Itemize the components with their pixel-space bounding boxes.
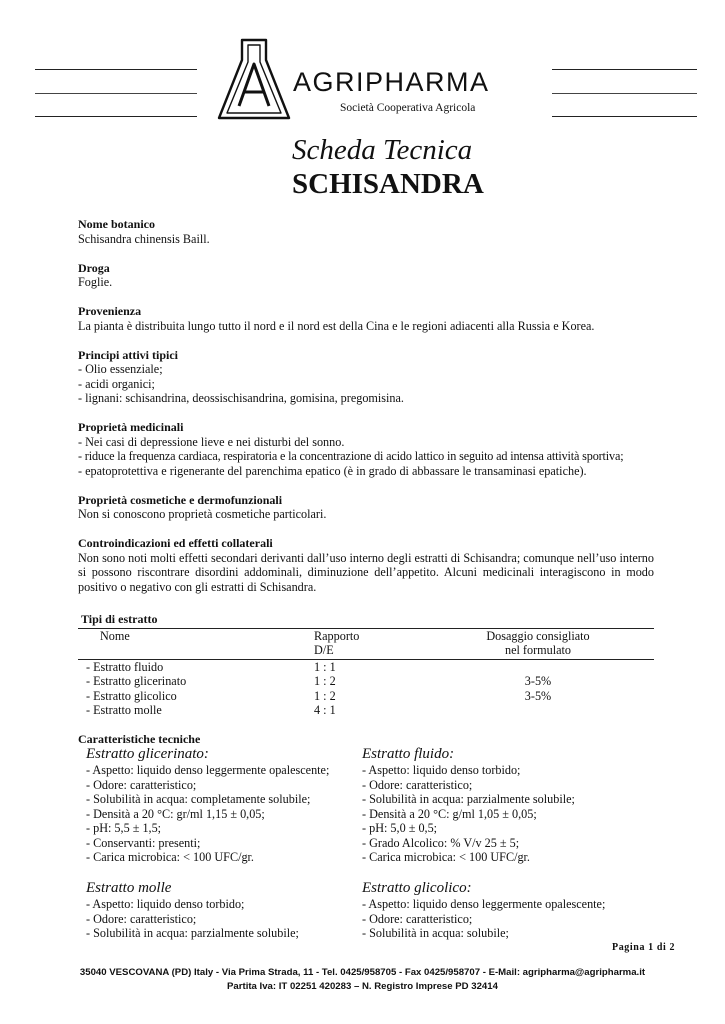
tech-line: - Carica microbica: < 100 UFC/gr. [86,850,254,864]
row-dose: 3-5% [524,674,552,688]
tech-line: - Solubilità in acqua: completamente solubile; [86,792,311,806]
section-line: Schisandra chinensis Baill. [78,231,210,246]
document-title: Scheda Tecnica [292,134,473,166]
tech-line: - Densità a 20 °C: gr/ml 1,15 ± 0,05; [86,806,265,821]
table-header-row [78,629,654,644]
brand-subtitle: Società Cooperativa Agricola [340,102,476,114]
row-name: - Estratto molle [86,703,162,717]
section-heading: Nome botanico [78,217,155,231]
tech-line: - Solubilità in acqua: solubile; [362,926,509,940]
row-name: - Estratto glicerinato [86,674,187,688]
tech-line: - Odore: caratteristico; [86,911,197,926]
section-line: - lignani: schisandrina, deossischisandrina, gomisina, pregomisina. [78,391,404,405]
header-name: Nome [100,628,130,643]
section-line: Foglie. [78,275,113,289]
tech-block-glicolico [362,880,642,941]
tech-block-glicerinato [86,746,366,865]
section-line: La pianta è distribuita lungo tutto il nord e il nord est della Cina e le regioni adiacenti alla Russia e Korea. [78,318,595,333]
section-proprieta-cosmetiche [78,493,654,522]
row-ratio: 1 : 1 [314,659,336,674]
tech-line: - Odore: caratteristico; [362,777,473,792]
table-row [78,689,654,704]
section-line: - Nei casi di depressione lieve e nei disturbi del sonno. [78,434,345,449]
section-line: - riduce la frequenza cardiaca, respiratoria e la concentrazione di acido lattico in seguito ad intensa attività sportiva; [78,449,624,463]
header-rule-right-2 [552,93,697,94]
header-dose-unit: nel formulato [505,643,571,657]
tech-line: - Carica microbica: < 100 UFC/gr. [362,850,530,864]
section-heading: Principi attivi tipici [78,347,178,362]
table-title: Tipi di estratto [81,612,158,626]
header-ratio-unit: D/E [314,643,334,657]
row-dose: 3-5% [524,688,552,703]
footer-address: 35040 VESCOVANA (PD) Italy - Via Prima Strada, 11 - Tel. 0425/958705 - Fax 0425/958707 - E-Mail: agripharma@agripharma.it [79,967,646,978]
section-line: Non si conoscono proprietà cosmetiche particolari. [78,507,327,521]
section-principi-attivi [78,348,654,406]
row-ratio: 1 : 2 [314,674,336,688]
section-line: - acidi organici; [78,376,155,391]
tech-block-heading: Estratto glicolico: [362,880,472,896]
tech-block-molle [86,880,366,941]
row-ratio: 1 : 2 [314,688,336,703]
tech-line: - Aspetto: liquido denso torbido; [362,763,521,777]
tech-line: - Aspetto: liquido denso leggermente opalescente; [362,897,606,911]
tech-line: - Conservanti: presenti; [86,835,201,850]
tech-title: Caratteristiche tecniche [78,732,201,746]
row-name: - Estratto glicolico [86,688,177,703]
sections-container [78,217,654,609]
row-ratio: 4 : 1 [314,703,336,717]
tech-line: - Odore: caratteristico; [86,777,197,792]
table-header-row-2 [78,643,654,658]
tech-block-heading: Estratto glicerinato: [86,746,209,762]
tech-block-heading: Estratto fluido: [362,746,455,762]
section-heading: Controindicazioni ed effetti collaterali [78,536,273,550]
section-paragraph: Non sono noti molti effetti secondari derivanti dall’uso interno degli estratti di Schisandra; comunque nell’uso interno si possono riscontrare disordini addominali, diminuzione dell’appetito. Alcuni medicinali interagiscono in modo positivo o negativo con gli estratti di Schisandra. [78,550,654,594]
footer-registry: Partita Iva: IT 02251 420283 – N. Registro Imprese PD 32414 [227,981,498,992]
section-controindicazioni [78,536,654,594]
header-rule-right-3 [552,116,697,117]
tech-line: - Solubilità in acqua: parzialmente solubile; [362,792,575,806]
table-row [78,660,654,675]
section-heading: Proprietà medicinali [78,420,184,434]
tech-block-heading: Estratto molle [86,880,172,896]
page-number: Pagina 1 di 2 [612,942,676,953]
agripharma-flask-logo-icon [215,36,295,124]
header-rule-left-2 [35,93,197,94]
section-heading: Droga [78,260,110,275]
tech-line: - Aspetto: liquido denso torbido; [86,897,245,911]
tech-line: - Odore: caratteristico; [362,911,473,926]
table-row [78,703,654,718]
section-nome-botanico [78,217,654,246]
product-name: SCHISANDRA [292,168,484,200]
section-provenienza [78,304,654,333]
section-droga [78,261,654,290]
header-dose: Dosaggio consigliato [486,628,590,643]
header-rule-left-3 [35,116,197,117]
tech-line: - pH: 5,0 ± 0,5; [362,821,438,835]
row-name: - Estratto fluido [86,659,164,674]
table-row [78,674,654,689]
tech-line: - Aspetto: liquido denso leggermente opalescente; [86,763,330,777]
section-proprieta-medicinali [78,420,654,478]
tech-line: - Densità a 20 °C: g/ml 1,05 ± 0,05; [362,806,537,821]
tech-block-fluido [362,746,642,865]
header-ratio: Rapporto [314,628,360,643]
tech-line: - Solubilità in acqua: parzialmente solubile; [86,926,299,940]
section-line: - Olio essenziale; [78,362,163,376]
section-heading: Provenienza [78,304,142,318]
header-rule-right-1 [552,69,697,70]
tech-line: - pH: 5,5 ± 1,5; [86,821,162,835]
section-heading: Proprietà cosmetiche e dermofunzionali [78,492,283,507]
header-rule-left-1 [35,69,197,70]
tech-line: - Grado Alcolico: % V/v 25 ± 5; [362,835,520,850]
extract-types-table [78,612,654,718]
brand-name: AGRIPHARMA [293,67,490,97]
section-line: - epatoprotettiva e rigenerante del parenchima epatico (è in grado di abbassare le transaminasi epatiche). [78,463,587,478]
